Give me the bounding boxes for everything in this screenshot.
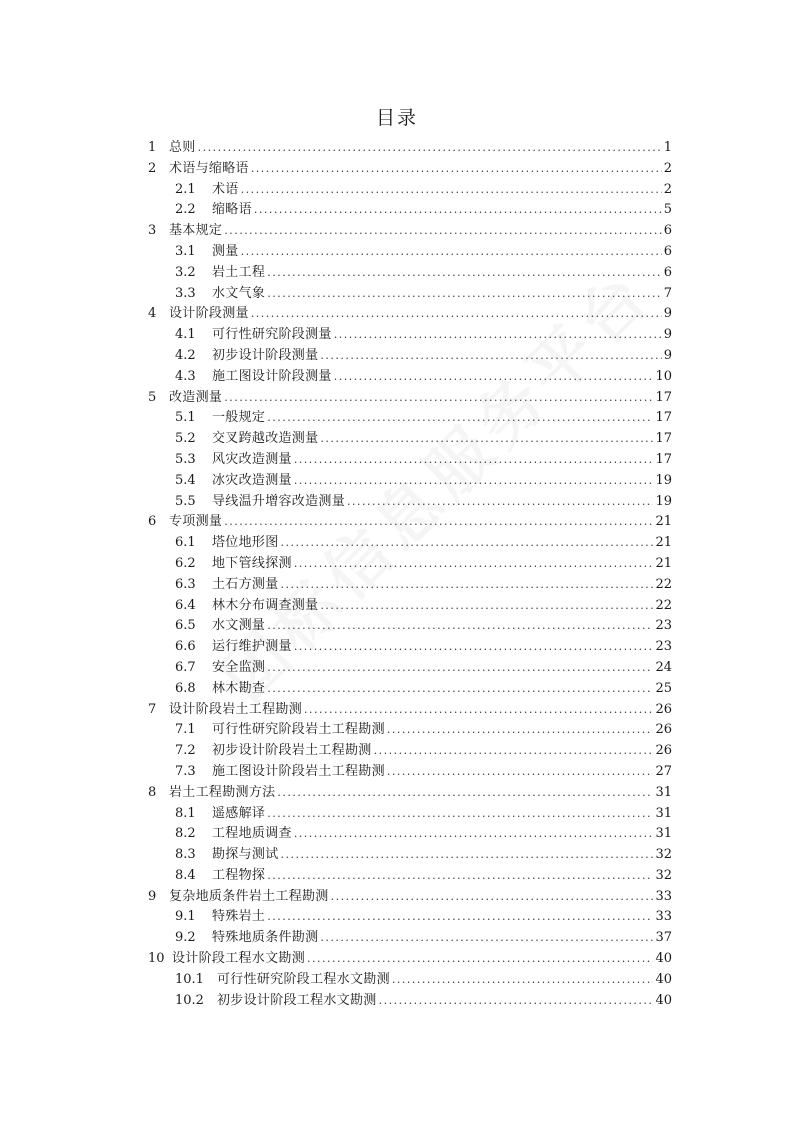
- entry-title: 水文气象: [212, 285, 266, 301]
- dot-leader: [224, 221, 662, 242]
- entry-number: 2.1: [175, 181, 196, 197]
- toc-entry[interactable]: [148, 533, 672, 554]
- dot-leader: [307, 949, 653, 970]
- entry-page: 19: [655, 472, 672, 488]
- toc-entry[interactable]: [148, 845, 672, 866]
- entry-page: 31: [655, 805, 672, 821]
- toc-entry[interactable]: [148, 512, 672, 533]
- entry-title: 施工图设计阶段岩土工程勘测: [212, 763, 385, 779]
- entry-number: 6.7: [175, 659, 196, 675]
- entry-page: 21: [655, 535, 672, 551]
- page-title: 目录: [375, 107, 418, 129]
- dot-leader: [294, 637, 654, 658]
- entry-number: 6.3: [175, 576, 196, 592]
- dot-leader: [251, 304, 662, 325]
- dot-leader: [392, 970, 654, 991]
- toc-entry[interactable]: [148, 263, 672, 284]
- toc-entry[interactable]: [148, 221, 672, 242]
- entry-number: 10.1: [175, 971, 204, 987]
- entry-page: 7: [663, 285, 672, 301]
- dot-leader: [267, 907, 653, 928]
- dot-leader: [267, 679, 653, 700]
- dot-leader: [374, 741, 654, 762]
- entry-number: 3.1: [175, 243, 196, 259]
- toc-entry[interactable]: [148, 907, 672, 928]
- dot-leader: [320, 596, 653, 617]
- entry-title: 总则: [169, 140, 196, 155]
- entry-page: 32: [655, 847, 672, 863]
- entry-title: 初步设计阶段工程水文勘测: [217, 992, 377, 1008]
- toc-entry[interactable]: [148, 596, 672, 617]
- toc-entry[interactable]: [148, 346, 672, 367]
- entry-title: 可行性研究阶段岩土工程勘测: [212, 722, 385, 738]
- entry-page: 26: [655, 701, 672, 717]
- dot-leader: [294, 554, 654, 575]
- toc-entry[interactable]: [148, 367, 672, 388]
- entry-number: 8.2: [175, 826, 196, 842]
- entry-number: 8.4: [175, 867, 196, 883]
- entry-number: 9.2: [175, 930, 196, 946]
- entry-page: 9: [663, 327, 672, 343]
- entry-title: 施工图设计阶段测量: [212, 368, 332, 384]
- toc-entry[interactable]: [148, 575, 672, 596]
- entry-title: 设计阶段岩土工程勘测: [169, 701, 303, 717]
- dot-leader: [277, 783, 653, 804]
- entry-title: 设计阶段测量: [169, 306, 249, 322]
- toc-entry[interactable]: [148, 804, 672, 825]
- dot-leader: [304, 700, 653, 721]
- entry-title: 勘探与测试: [212, 847, 279, 863]
- entry-page: 6: [663, 264, 672, 280]
- entry-page: 9: [663, 306, 672, 322]
- toc-entry[interactable]: [148, 159, 672, 180]
- entry-page: 33: [655, 888, 672, 904]
- dot-leader: [251, 159, 662, 180]
- entry-page: 21: [655, 555, 672, 571]
- toc-entry[interactable]: [148, 679, 672, 700]
- toc-entry[interactable]: [148, 388, 672, 409]
- dot-leader: [267, 804, 653, 825]
- entry-title: 土石方测量: [212, 576, 279, 592]
- entry-page: 2: [663, 181, 672, 197]
- entry-title: 特殊地质条件勘测: [212, 930, 319, 946]
- entry-number: 5: [148, 389, 157, 405]
- entry-title: 运行维护测量: [212, 639, 292, 655]
- dot-leader: [198, 138, 662, 159]
- entry-title: 测量: [212, 243, 239, 259]
- entry-title: 基本规定: [169, 223, 223, 239]
- entry-number: 9.1: [175, 909, 196, 925]
- entry-number: 5.4: [175, 472, 196, 488]
- dot-leader: [320, 346, 661, 367]
- entry-title: 可行性研究阶段测量: [212, 327, 332, 343]
- dot-leader: [241, 242, 662, 263]
- entry-page: 31: [655, 826, 672, 842]
- entry-number: 8: [148, 784, 157, 800]
- entry-page: 10: [655, 368, 672, 384]
- toc-entry[interactable]: [148, 471, 672, 492]
- entry-number: 3.3: [175, 285, 196, 301]
- entry-page: 23: [655, 618, 672, 634]
- entry-title: 风灾改造测量: [212, 451, 292, 467]
- entry-title: 冰灾改造测量: [212, 472, 292, 488]
- toc-entry[interactable]: [148, 284, 672, 305]
- entry-number: 1: [148, 140, 157, 155]
- entry-number: 7.2: [175, 743, 196, 759]
- entry-page: 17: [655, 410, 672, 426]
- entry-title: 工程地质调查: [212, 826, 292, 842]
- dot-leader: [254, 200, 662, 221]
- toc-entry[interactable]: [148, 637, 672, 658]
- entry-title: 缩略语: [212, 202, 252, 218]
- dot-leader: [224, 512, 653, 533]
- entry-title: 初步设计阶段测量: [212, 347, 319, 363]
- toc-entry[interactable]: [148, 304, 672, 325]
- dot-leader: [267, 263, 662, 284]
- entry-page: 26: [655, 722, 672, 738]
- toc-entry[interactable]: [148, 408, 672, 429]
- toc-entry[interactable]: [148, 325, 672, 346]
- dot-leader: [294, 471, 654, 492]
- dot-leader: [281, 533, 654, 554]
- entry-title: 改造测量: [169, 389, 223, 405]
- entry-number: 7.3: [175, 763, 196, 779]
- entry-title: 林木分布调查测量: [212, 597, 319, 613]
- entry-page: 21: [655, 514, 672, 530]
- entry-page: 5: [663, 202, 672, 218]
- entry-title: 交叉跨越改造测量: [212, 431, 319, 447]
- entry-title: 安全监测: [212, 659, 266, 675]
- entry-number: 4: [148, 306, 157, 322]
- dot-leader: [294, 450, 654, 471]
- entry-page: 26: [655, 743, 672, 759]
- entry-page: 22: [655, 597, 672, 613]
- entry-number: 6: [148, 514, 157, 530]
- entry-page: 19: [655, 493, 672, 509]
- entry-page: 2: [663, 160, 672, 176]
- dot-leader: [331, 887, 654, 908]
- entry-number: 6.2: [175, 555, 196, 571]
- toc-entry[interactable]: [148, 616, 672, 637]
- dot-leader: [320, 429, 653, 450]
- toc-entry[interactable]: [148, 700, 672, 721]
- entry-page: 22: [655, 576, 672, 592]
- entry-number: 3: [148, 223, 157, 239]
- entry-number: 3.2: [175, 264, 196, 280]
- entry-title: 可行性研究阶段工程水文勘测: [217, 971, 390, 987]
- entry-number: 2.2: [175, 202, 196, 218]
- entry-title: 设计阶段工程水文勘测: [172, 951, 306, 967]
- entry-number: 7.1: [175, 722, 196, 738]
- toc-entry[interactable]: [148, 450, 672, 471]
- entry-page: 33: [655, 909, 672, 925]
- entry-number: 4.1: [175, 327, 196, 343]
- entry-number: 5.5: [175, 493, 196, 509]
- entry-number: 6.8: [175, 680, 196, 696]
- table-of-contents: [148, 138, 672, 1011]
- entry-page: 6: [663, 243, 672, 259]
- entry-title: 水文测量: [212, 618, 266, 634]
- entry-title: 遥感解译: [212, 805, 266, 821]
- toc-entry[interactable]: [148, 554, 672, 575]
- entry-title: 术语: [212, 181, 239, 197]
- toc-entry[interactable]: [148, 970, 672, 991]
- entry-page: 32: [655, 867, 672, 883]
- entry-number: 4.2: [175, 347, 196, 363]
- toc-entry[interactable]: [148, 492, 672, 513]
- entry-number: 6.5: [175, 618, 196, 634]
- entry-number: 6.4: [175, 597, 196, 613]
- dot-leader: [387, 720, 654, 741]
- entry-title: 岩土工程: [212, 264, 266, 280]
- entry-page: 17: [655, 389, 672, 405]
- dot-leader: [334, 367, 654, 388]
- toc-entry[interactable]: [148, 762, 672, 783]
- entry-page: 17: [655, 431, 672, 447]
- entry-number: 4.3: [175, 368, 196, 384]
- toc-entry[interactable]: [148, 720, 672, 741]
- entry-page: 37: [655, 930, 672, 946]
- entry-page: 31: [655, 784, 672, 800]
- entry-title: 专项测量: [169, 514, 223, 530]
- entry-page: 40: [655, 951, 672, 967]
- entry-page: 25: [655, 680, 672, 696]
- dot-leader: [241, 180, 662, 201]
- entry-number: 9: [148, 888, 157, 904]
- entry-title: 岩土工程勘测方法: [169, 784, 276, 800]
- dot-leader: [320, 928, 653, 949]
- entry-title: 工程物探: [212, 867, 266, 883]
- entry-page: 1: [663, 140, 672, 155]
- toc-entry[interactable]: [148, 949, 672, 970]
- entry-number: 7: [148, 701, 157, 717]
- dot-leader: [267, 658, 653, 679]
- entry-page: 17: [655, 451, 672, 467]
- entry-title: 地下管线探测: [212, 555, 292, 571]
- dot-leader: [379, 991, 654, 1012]
- entry-page: 23: [655, 639, 672, 655]
- toc-entry[interactable]: [148, 991, 672, 1012]
- dot-leader: [267, 616, 653, 637]
- entry-title: 林木勘查: [212, 680, 266, 696]
- entry-page: 27: [655, 763, 672, 779]
- dot-leader: [294, 824, 654, 845]
- entry-number: 8.3: [175, 847, 196, 863]
- entry-title: 导线温升增容改造测量: [212, 493, 346, 509]
- entry-number: 5.2: [175, 431, 196, 447]
- entry-number: 5.1: [175, 410, 196, 426]
- entry-title: 塔位地形图: [212, 535, 279, 551]
- toc-entry[interactable]: [148, 928, 672, 949]
- toc-entry[interactable]: [148, 200, 672, 221]
- entry-title: 复杂地质条件岩土工程勘测: [169, 888, 329, 904]
- dot-leader: [281, 575, 654, 596]
- toc-entry[interactable]: [148, 866, 672, 887]
- toc-entry[interactable]: [148, 242, 672, 263]
- entry-title: 特殊岩土: [212, 909, 266, 925]
- dot-leader: [387, 762, 654, 783]
- dot-leader: [267, 866, 653, 887]
- toc-entry[interactable]: [148, 783, 672, 804]
- entry-number: 5.3: [175, 451, 196, 467]
- toc-entry[interactable]: [148, 180, 672, 201]
- toc-entry[interactable]: [148, 138, 672, 159]
- entry-number: 10.2: [175, 992, 204, 1008]
- entry-page: 40: [655, 971, 672, 987]
- dot-leader: [267, 284, 662, 305]
- toc-entry[interactable]: [148, 887, 672, 908]
- entry-page: 40: [655, 992, 672, 1008]
- toc-entry[interactable]: [148, 824, 672, 845]
- entry-title: 术语与缩略语: [169, 160, 249, 176]
- dot-leader: [281, 845, 654, 866]
- dot-leader: [224, 388, 653, 409]
- entry-page: 6: [663, 223, 672, 239]
- dot-leader: [347, 492, 653, 513]
- dot-leader: [334, 325, 662, 346]
- entry-page: 24: [655, 659, 672, 675]
- entry-number: 6.1: [175, 535, 196, 551]
- toc-entry[interactable]: [148, 429, 672, 450]
- entry-title: 一般规定: [212, 410, 266, 426]
- entry-number: 2: [148, 160, 157, 176]
- entry-number: 10: [148, 951, 165, 967]
- dot-leader: [267, 408, 653, 429]
- toc-entry[interactable]: [148, 741, 672, 762]
- entry-number: 6.6: [175, 639, 196, 655]
- entry-title: 初步设计阶段岩土工程勘测: [212, 743, 372, 759]
- entry-number: 8.1: [175, 805, 196, 821]
- entry-page: 9: [663, 347, 672, 363]
- toc-entry[interactable]: [148, 658, 672, 679]
